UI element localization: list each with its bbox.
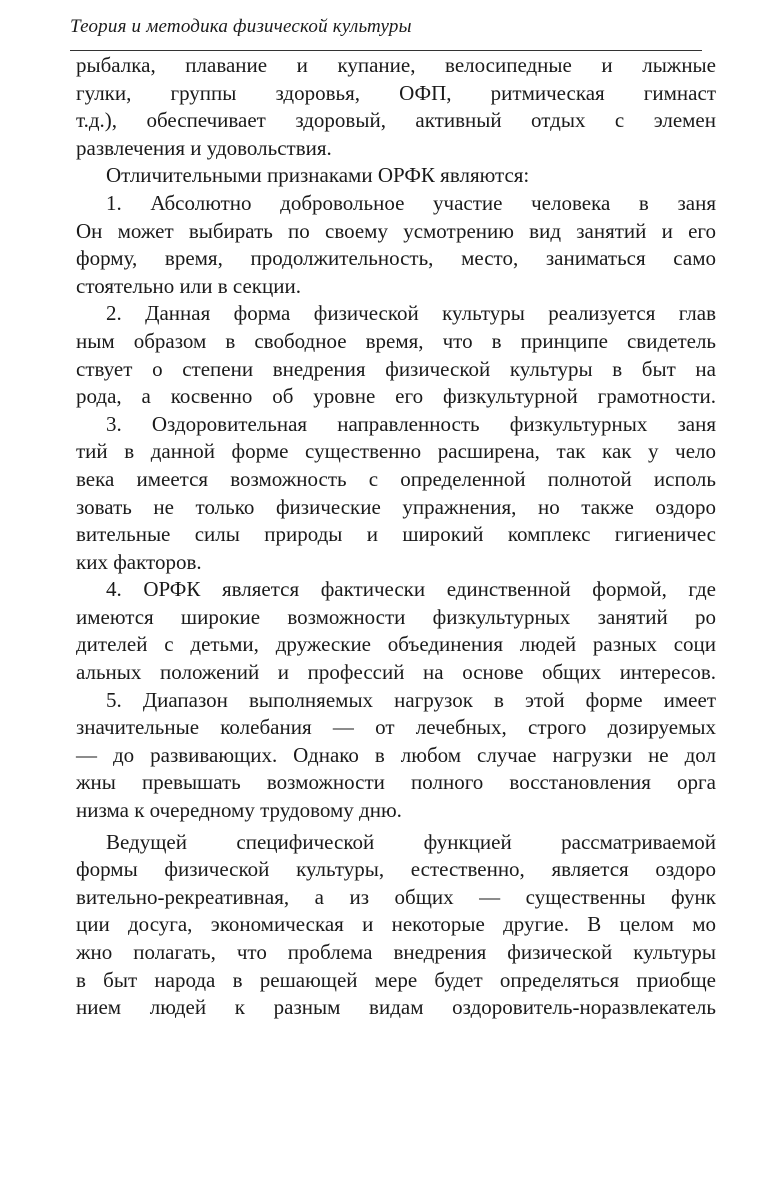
text-line: дителей с детьми, дружеские объединения людей разных соци	[76, 632, 716, 657]
text-line: Отличительными признаками ОРФК являются:	[106, 163, 530, 188]
text-line: рода, а косвенно об уровне его физкультурной грамотности.	[76, 384, 716, 409]
text-line: альных положений и профессий на основе общих интересов.	[76, 660, 716, 685]
text-line: ным образом в свободное время, что в принципе свидетель	[76, 328, 716, 353]
text-line: низма к очередному трудовому дню.	[76, 798, 402, 823]
text-line: вительные силы природы и широкий комплекс гигиеничес	[76, 522, 716, 547]
text-line: имеются широкие возможности физкультурных занятий ро	[76, 604, 716, 629]
text-line: 3. Оздоровительная направленность физкультурных заня	[106, 411, 716, 436]
text-line: гулки, группы здоровья, ОФП, ритмическая гимнаст	[76, 80, 716, 105]
text-line: тий в данной форме существенно расширена, так как у чело	[76, 439, 716, 464]
text-line: 2. Данная форма физической культуры реализуется глав	[106, 301, 716, 326]
text-line: значительные колебания — от лечебных, строго дозируемых	[76, 715, 716, 740]
header-rule	[70, 50, 702, 51]
body-text	[76, 52, 716, 1022]
running-head: Теория и методика физической культуры	[70, 16, 412, 37]
text-line: в быт народа в решающей мере будет определяться приобще	[76, 967, 716, 992]
text-line: Ведущей специфической функцией рассматриваемой	[106, 829, 716, 854]
text-line: Он может выбирать по своему усмотрению вид занятий и его	[76, 218, 716, 243]
text-line: ции досуга, экономическая и некоторые другие. В целом мо	[76, 912, 716, 937]
text-line: нием людей к разным видам оздоровитель-норазвлекатель	[76, 995, 716, 1020]
text-line: 1. Абсолютно добровольное участие человека в заня	[106, 190, 716, 215]
text-line: зовать не только физические упражнения, но также оздоро	[76, 494, 716, 519]
text-line: жны превышать возможности полного восстановления орга	[76, 770, 716, 795]
text-line: вительно-рекреативная, а из общих — существенны функ	[76, 884, 716, 909]
page-header	[70, 14, 710, 40]
text-line: ствует о степени внедрения физической культуры в быт на	[76, 356, 716, 381]
text-line: 4. ОРФК является фактически единственной формой, где	[106, 577, 716, 602]
text-line: ких факторов.	[76, 549, 202, 574]
text-line: стоятельно или в секции.	[76, 273, 301, 298]
text-line: т.д.), обеспечивает здоровый, активный отдых с элемен	[76, 108, 716, 133]
text-line: — до развивающих. Однако в любом случае нагрузки не дол	[76, 742, 716, 767]
text-line: века имеется возможность с определенной полнотой исполь	[76, 466, 716, 491]
text-line: рыбалка, плавание и купание, велосипедные и лыжные	[76, 53, 716, 77]
text-line: жно полагать, что проблема внедрения физической культуры	[76, 940, 716, 964]
text-line: 5. Диапазон выполняемых нагрузок в этой форме имеет	[106, 687, 716, 712]
text-line: форму, время, продолжительность, место, заниматься само	[76, 246, 716, 271]
text-line: развлечения и удовольствия.	[76, 135, 332, 160]
text-line: формы физической культуры, естественно, является оздоро	[76, 857, 716, 882]
